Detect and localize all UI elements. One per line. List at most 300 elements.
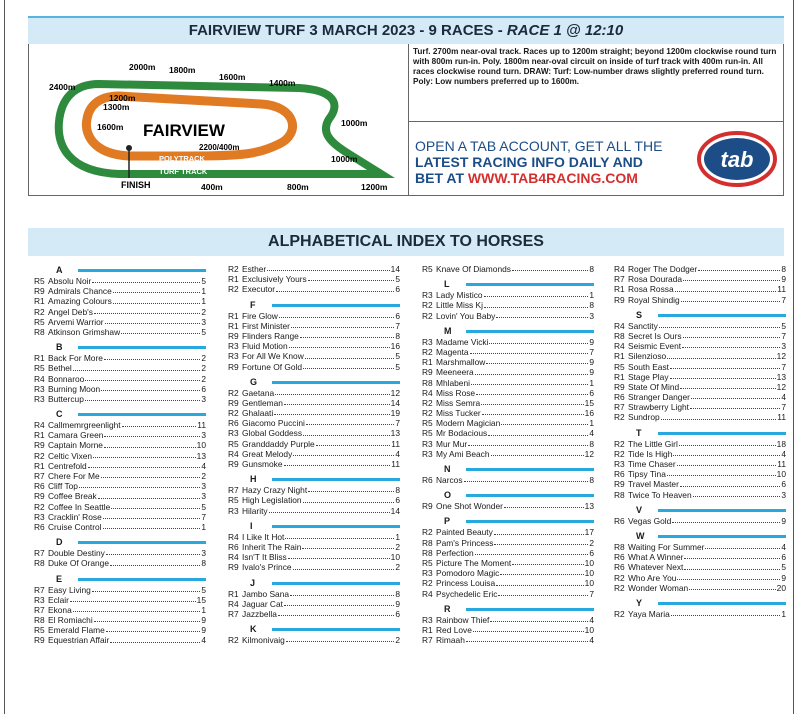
race-number: R4 bbox=[614, 341, 625, 352]
saddle-number: 10 bbox=[776, 469, 786, 480]
race-number: R7 bbox=[422, 635, 433, 646]
saddle-number: 14 bbox=[390, 264, 400, 274]
race-number: R2 bbox=[228, 387, 239, 398]
horse-entry bbox=[34, 394, 206, 404]
leader-dots bbox=[269, 506, 390, 513]
horse-entry bbox=[228, 321, 400, 331]
horse-name: Amazing Colours bbox=[48, 296, 112, 307]
race-number: R8 bbox=[422, 537, 433, 548]
label-1600m-poly: 1600m bbox=[97, 122, 124, 132]
horse-name: Duke Of Orange bbox=[48, 558, 109, 569]
leader-dots bbox=[491, 449, 584, 456]
horse-entry bbox=[34, 451, 206, 461]
horse-entry bbox=[34, 625, 206, 635]
horse-name: Jazzbella bbox=[242, 608, 277, 619]
letter-divider bbox=[658, 535, 786, 538]
saddle-number: 5 bbox=[201, 501, 206, 512]
leader-dots bbox=[94, 615, 201, 622]
race-number: R9 bbox=[422, 367, 433, 378]
track-description: Turf. 2700m near-oval track. Races up to 1200m straight; beyond 1200m clockwise round turn with 800m run-in. Poly. 1800m near-oval circuit on inside of turf track with 400m run-in. All races clockwise round turn. DRAW: Turf: Low-number draws slightly preferred round turn. Poly: Low numbers preferred up to 1600m. bbox=[409, 44, 783, 122]
horse-entry bbox=[422, 398, 594, 408]
letter-divider bbox=[78, 413, 206, 416]
race-number: R7 bbox=[34, 471, 45, 481]
letter-label: D bbox=[56, 537, 63, 548]
horse-name: Marshmallow bbox=[436, 357, 486, 368]
horse-entry bbox=[614, 331, 786, 341]
leader-dots bbox=[104, 440, 196, 447]
saddle-number: 13 bbox=[776, 371, 786, 382]
saddle-number: 10 bbox=[584, 624, 594, 635]
horse-entry bbox=[422, 290, 594, 300]
horse-entry bbox=[34, 522, 206, 532]
horse-entry bbox=[34, 286, 206, 296]
label-1000m-lower: 1000m bbox=[331, 154, 358, 164]
horse-entry bbox=[228, 341, 400, 351]
race-number: R7 bbox=[614, 402, 625, 413]
saddle-number: 12 bbox=[584, 448, 594, 459]
horse-entry bbox=[422, 418, 594, 428]
saddle-number: 8 bbox=[201, 558, 206, 569]
saddle-number: 2 bbox=[201, 373, 206, 384]
horse-name: Camara Green bbox=[48, 430, 104, 441]
leader-dots bbox=[278, 609, 394, 616]
saddle-number: 5 bbox=[395, 351, 400, 362]
leader-dots bbox=[481, 398, 583, 405]
race-number: R7 bbox=[34, 584, 45, 595]
horse-name: Strawberry Light bbox=[628, 402, 689, 413]
letter-divider bbox=[466, 520, 594, 523]
horse-name: Callmemrgreenlight bbox=[48, 420, 121, 431]
leader-dots bbox=[101, 384, 200, 391]
horse-entry bbox=[228, 264, 400, 274]
saddle-number: 9 bbox=[589, 357, 594, 368]
race-number: R4 bbox=[228, 531, 239, 542]
saddle-number: 6 bbox=[201, 383, 206, 394]
letter-divider bbox=[272, 304, 400, 307]
race-number: R9 bbox=[228, 330, 239, 341]
page-right-border bbox=[793, 0, 794, 714]
horse-entry bbox=[228, 635, 400, 645]
horse-name: Modern Magician bbox=[436, 418, 501, 429]
saddle-number: 3 bbox=[201, 430, 206, 441]
saddle-number: 6 bbox=[395, 310, 400, 321]
horse-name: Arvemi Warrior bbox=[48, 316, 104, 327]
horse-name: Lovin' You Baby bbox=[436, 310, 496, 321]
horse-entry bbox=[228, 459, 400, 469]
horse-entry bbox=[614, 382, 786, 392]
index-heading: ALPHABETICAL INDEX TO HORSES bbox=[28, 228, 784, 256]
race-number: R6 bbox=[614, 392, 625, 403]
leader-dots bbox=[106, 625, 201, 632]
saddle-number: 4 bbox=[589, 428, 594, 439]
advert-line-3 bbox=[415, 170, 662, 186]
horse-name: Knave Of Diamonds bbox=[436, 264, 511, 274]
horse-name: Cracklin' Rose bbox=[48, 511, 102, 522]
saddle-number: 1 bbox=[781, 608, 786, 619]
saddle-number: 1 bbox=[395, 531, 400, 542]
race-number: R1 bbox=[34, 353, 45, 364]
race-number: R9 bbox=[422, 501, 433, 512]
horse-entry bbox=[34, 384, 206, 394]
horse-entry bbox=[614, 341, 786, 351]
saddle-number: 13 bbox=[196, 450, 206, 461]
horse-name: Stranger Danger bbox=[628, 392, 690, 403]
leader-dots bbox=[113, 296, 201, 303]
horse-name: The Little Girl bbox=[628, 438, 678, 449]
leader-dots bbox=[105, 317, 201, 324]
saddle-number: 12 bbox=[776, 381, 786, 392]
race-number: R3 bbox=[422, 568, 433, 579]
banner-race: RACE 1 @ 12:10 bbox=[506, 22, 624, 39]
horse-name: Emerald Flame bbox=[48, 625, 105, 636]
saddle-number: 7 bbox=[395, 320, 400, 331]
saddle-number: 8 bbox=[589, 438, 594, 449]
track-info-panel bbox=[409, 44, 784, 196]
saddle-number: 3 bbox=[781, 489, 786, 500]
leader-dots bbox=[691, 392, 780, 399]
race-number: R9 bbox=[34, 491, 45, 502]
leader-dots bbox=[79, 481, 200, 488]
horse-name: Mhlabeni bbox=[436, 377, 470, 388]
horse-name: Whatever Next bbox=[628, 562, 684, 573]
horse-name: Gunsmoke bbox=[242, 459, 283, 469]
horse-entry bbox=[422, 589, 594, 599]
leader-dots bbox=[300, 331, 395, 338]
horse-entry bbox=[614, 449, 786, 459]
saddle-number: 7 bbox=[781, 361, 786, 372]
saddle-number: 7 bbox=[201, 511, 206, 522]
letter-label: Y bbox=[636, 597, 643, 608]
race-number: R7 bbox=[614, 274, 625, 285]
track-map bbox=[29, 44, 410, 196]
saddle-number: 11 bbox=[391, 438, 400, 449]
index-column-1 bbox=[34, 264, 206, 650]
race-number: R4 bbox=[614, 320, 625, 331]
race-number: R3 bbox=[34, 383, 45, 394]
horse-name: Ekona bbox=[48, 604, 72, 615]
leader-dots bbox=[680, 479, 780, 486]
saddle-number: 8 bbox=[589, 300, 594, 311]
horse-entry bbox=[228, 506, 400, 516]
letter-divider bbox=[466, 494, 594, 497]
saddle-number: 13 bbox=[584, 501, 594, 512]
horse-entry bbox=[614, 583, 786, 593]
horse-name: Princess Louisa bbox=[436, 578, 496, 589]
horse-entry bbox=[614, 362, 786, 372]
horse-name: Royal Shindig bbox=[628, 294, 680, 305]
horse-name: Meeneera bbox=[436, 367, 474, 378]
leader-dots bbox=[468, 439, 588, 446]
advert-line-3-prefix: BET AT bbox=[415, 170, 468, 186]
leader-dots bbox=[284, 398, 390, 405]
saddle-number: 3 bbox=[201, 548, 206, 559]
saddle-number: 9 bbox=[781, 274, 786, 285]
horse-name: Yaya Maria bbox=[628, 608, 670, 619]
leader-dots bbox=[475, 548, 589, 555]
race-number: R5 bbox=[422, 557, 433, 568]
horse-name: Admirals Chance bbox=[48, 286, 112, 297]
horse-entry bbox=[422, 548, 594, 558]
leader-dots bbox=[121, 327, 200, 334]
horse-name: Coffee In Seattle bbox=[48, 501, 111, 512]
leader-dots bbox=[501, 418, 588, 425]
saddle-number: 2 bbox=[395, 541, 400, 552]
horse-name: Buttercup bbox=[48, 393, 84, 404]
letter-header bbox=[614, 530, 786, 542]
label-2400m: 2400m bbox=[49, 82, 76, 92]
leader-dots bbox=[289, 341, 390, 348]
horse-name: Miss Tucker bbox=[436, 408, 481, 419]
saddle-number: 11 bbox=[777, 284, 786, 295]
saddle-number: 10 bbox=[584, 568, 594, 579]
leader-dots bbox=[98, 491, 201, 498]
leader-dots bbox=[103, 512, 201, 519]
horse-entry bbox=[614, 274, 786, 284]
horse-entry bbox=[422, 475, 594, 485]
horse-entry bbox=[228, 274, 400, 284]
race-number: R2 bbox=[614, 572, 625, 583]
leader-dots bbox=[670, 372, 776, 379]
label-1800m: 1800m bbox=[169, 65, 196, 75]
leader-dots bbox=[85, 374, 200, 381]
saddle-number: 11 bbox=[777, 459, 786, 469]
horse-entry bbox=[422, 538, 594, 548]
horse-entry bbox=[614, 439, 786, 449]
leader-dots bbox=[284, 459, 391, 466]
race-number: R7 bbox=[228, 485, 239, 496]
leader-dots bbox=[103, 522, 201, 529]
saddle-number: 1 bbox=[201, 521, 206, 532]
saddle-number: 1 bbox=[201, 296, 206, 307]
horse-entry bbox=[228, 599, 400, 609]
horse-name: Rimaah bbox=[436, 635, 465, 646]
leader-dots bbox=[476, 388, 588, 395]
advert-url[interactable]: WWW.TAB4RACING.COM bbox=[467, 170, 638, 186]
saddle-number: 11 bbox=[197, 420, 206, 431]
leader-dots bbox=[276, 284, 394, 291]
horse-name: Twice To Heaven bbox=[628, 489, 692, 500]
race-number: R1 bbox=[614, 284, 625, 295]
horse-name: My Ami Beach bbox=[436, 448, 490, 459]
horse-entry bbox=[228, 311, 400, 321]
letter-label: S bbox=[636, 309, 643, 320]
horse-name: Madame Vicki bbox=[436, 336, 489, 347]
race-number: R9 bbox=[34, 635, 45, 646]
leader-dots bbox=[288, 552, 390, 559]
race-number: R5 bbox=[422, 428, 433, 439]
horse-name: Wonder Woman bbox=[628, 582, 689, 593]
race-number: R9 bbox=[614, 294, 625, 305]
leader-dots bbox=[490, 615, 588, 622]
saddle-number: 9 bbox=[395, 598, 400, 609]
race-number: R2 bbox=[422, 346, 433, 357]
race-number: R6 bbox=[228, 418, 239, 429]
horse-entry bbox=[614, 402, 786, 412]
race-number: R3 bbox=[228, 505, 239, 516]
meeting-banner bbox=[28, 16, 784, 44]
horse-name: Jambo Sana bbox=[242, 588, 290, 599]
letter-label: H bbox=[250, 474, 257, 485]
leader-dots bbox=[92, 585, 201, 592]
leader-dots bbox=[512, 264, 588, 271]
horse-name: Painted Beauty bbox=[436, 527, 493, 538]
race-number: R2 bbox=[614, 582, 625, 593]
leader-dots bbox=[471, 378, 588, 385]
saddle-number: 3 bbox=[781, 341, 786, 352]
horse-entry bbox=[34, 327, 206, 337]
group-gap bbox=[34, 646, 206, 650]
horse-entry bbox=[422, 439, 594, 449]
race-number: R1 bbox=[228, 274, 239, 285]
horse-name: South East bbox=[628, 361, 669, 372]
horse-entry bbox=[422, 527, 594, 537]
saddle-number: 12 bbox=[776, 351, 786, 362]
saddle-number: 18 bbox=[776, 438, 786, 449]
horse-name: Esther bbox=[242, 264, 267, 274]
horse-entry bbox=[34, 374, 206, 384]
finish-label: FINISH bbox=[121, 180, 151, 190]
saddle-number: 10 bbox=[584, 578, 594, 589]
horse-name: What A Winner bbox=[628, 552, 684, 563]
letter-header bbox=[422, 515, 594, 527]
race-number: R4 bbox=[228, 598, 239, 609]
horse-entry bbox=[422, 367, 594, 377]
index-column-2 bbox=[228, 264, 400, 649]
label-1300m: 1300m bbox=[103, 102, 130, 112]
index-column-4 bbox=[614, 264, 786, 623]
label-polytrack: POLYTRACK bbox=[159, 154, 205, 163]
horse-name: Double Destiny bbox=[48, 548, 105, 559]
page-left-border bbox=[4, 0, 5, 714]
leader-dots bbox=[504, 501, 584, 508]
saddle-number: 4 bbox=[781, 392, 786, 403]
race-number: R1 bbox=[614, 351, 625, 362]
race-number: R6 bbox=[34, 521, 45, 532]
race-number: R1 bbox=[34, 460, 45, 471]
horse-entry bbox=[422, 300, 594, 310]
saddle-number: 9 bbox=[589, 367, 594, 378]
horse-name: Hilarity bbox=[242, 505, 268, 516]
race-number: R4 bbox=[34, 373, 45, 384]
race-number: R3 bbox=[34, 393, 45, 404]
letter-divider bbox=[658, 602, 786, 605]
saddle-number: 11 bbox=[777, 412, 786, 423]
horse-entry bbox=[34, 512, 206, 522]
horse-name: Granddaddy Purple bbox=[242, 438, 315, 449]
saddle-number: 20 bbox=[776, 582, 786, 593]
horse-name: Time Chaser bbox=[628, 459, 676, 469]
horse-name: Exclusively Yours bbox=[242, 274, 307, 285]
horse-name: Coffee Break bbox=[48, 491, 97, 502]
horse-name: Kilmonivaig bbox=[242, 635, 285, 646]
race-number: R6 bbox=[228, 541, 239, 552]
letter-header bbox=[422, 278, 594, 290]
horse-entry bbox=[422, 378, 594, 388]
horse-entry bbox=[228, 418, 400, 428]
leader-dots bbox=[104, 430, 200, 437]
race-number: R1 bbox=[228, 310, 239, 321]
leader-dots bbox=[106, 548, 201, 555]
horse-entry bbox=[614, 372, 786, 382]
horse-entry bbox=[422, 357, 594, 367]
horse-name: Jaguar Cat bbox=[242, 598, 283, 609]
horse-name: Global Goddess bbox=[242, 428, 303, 439]
race-number: R1 bbox=[228, 588, 239, 599]
leader-dots bbox=[286, 635, 395, 642]
leader-dots bbox=[110, 635, 200, 642]
advert-line-2: LATEST RACING INFO DAILY AND bbox=[415, 154, 643, 170]
horse-entry bbox=[228, 495, 400, 505]
race-number: R2 bbox=[422, 397, 433, 408]
horse-entry bbox=[228, 331, 400, 341]
leader-dots bbox=[677, 459, 777, 466]
horse-name: Pam's Princess bbox=[436, 537, 494, 548]
saddle-number: 5 bbox=[201, 276, 206, 286]
horse-entry bbox=[34, 461, 206, 471]
letter-label: J bbox=[250, 577, 256, 588]
horse-entry bbox=[422, 558, 594, 568]
letter-label: P bbox=[444, 516, 451, 527]
letter-label: T bbox=[636, 427, 642, 438]
race-number: R1 bbox=[422, 624, 433, 635]
horse-name: Psychedelic Eric bbox=[436, 588, 498, 599]
saddle-number: 13 bbox=[390, 428, 400, 439]
saddle-number: 4 bbox=[589, 614, 594, 625]
saddle-number: 1 bbox=[589, 377, 594, 388]
letter-divider bbox=[272, 628, 400, 631]
horse-entry bbox=[614, 459, 786, 469]
leader-dots bbox=[473, 625, 584, 632]
race-number: R7 bbox=[34, 548, 45, 559]
leader-dots bbox=[88, 461, 201, 468]
horse-name: Flinders Range bbox=[242, 330, 299, 341]
finish-post bbox=[126, 145, 132, 151]
leader-dots bbox=[464, 475, 589, 482]
saddle-number: 5 bbox=[781, 562, 786, 573]
leader-dots bbox=[670, 362, 780, 369]
leader-dots bbox=[494, 527, 584, 534]
leader-dots bbox=[681, 295, 781, 302]
race-number: R4 bbox=[614, 264, 625, 274]
race-number: R8 bbox=[422, 547, 433, 558]
race-number: R8 bbox=[34, 326, 45, 337]
letter-label: N bbox=[444, 464, 451, 474]
leader-dots bbox=[475, 367, 589, 374]
race-number: R5 bbox=[228, 438, 239, 449]
race-number: R5 bbox=[422, 264, 433, 274]
saddle-number: 1 bbox=[589, 290, 594, 301]
horse-name: Giacomo Puccini bbox=[242, 418, 305, 429]
horse-entry bbox=[614, 321, 786, 331]
race-number: R2 bbox=[228, 264, 239, 274]
horse-name: Sanctity bbox=[628, 320, 658, 331]
race-number: R5 bbox=[34, 276, 45, 286]
horse-entry bbox=[34, 502, 206, 512]
tab-advert[interactable] bbox=[409, 122, 783, 196]
horse-entry bbox=[614, 295, 786, 305]
saddle-number: 6 bbox=[781, 479, 786, 490]
horse-name: Pomodoro Magic bbox=[436, 568, 500, 579]
leader-dots bbox=[484, 290, 589, 297]
race-number: R1 bbox=[614, 371, 625, 382]
race-number: R9 bbox=[34, 440, 45, 451]
horse-name: Gaetana bbox=[242, 387, 275, 398]
race-number: R3 bbox=[422, 614, 433, 625]
leader-dots bbox=[73, 363, 201, 370]
horse-entry bbox=[34, 296, 206, 306]
horse-name: Easy Living bbox=[48, 584, 91, 595]
horse-entry bbox=[422, 337, 594, 347]
